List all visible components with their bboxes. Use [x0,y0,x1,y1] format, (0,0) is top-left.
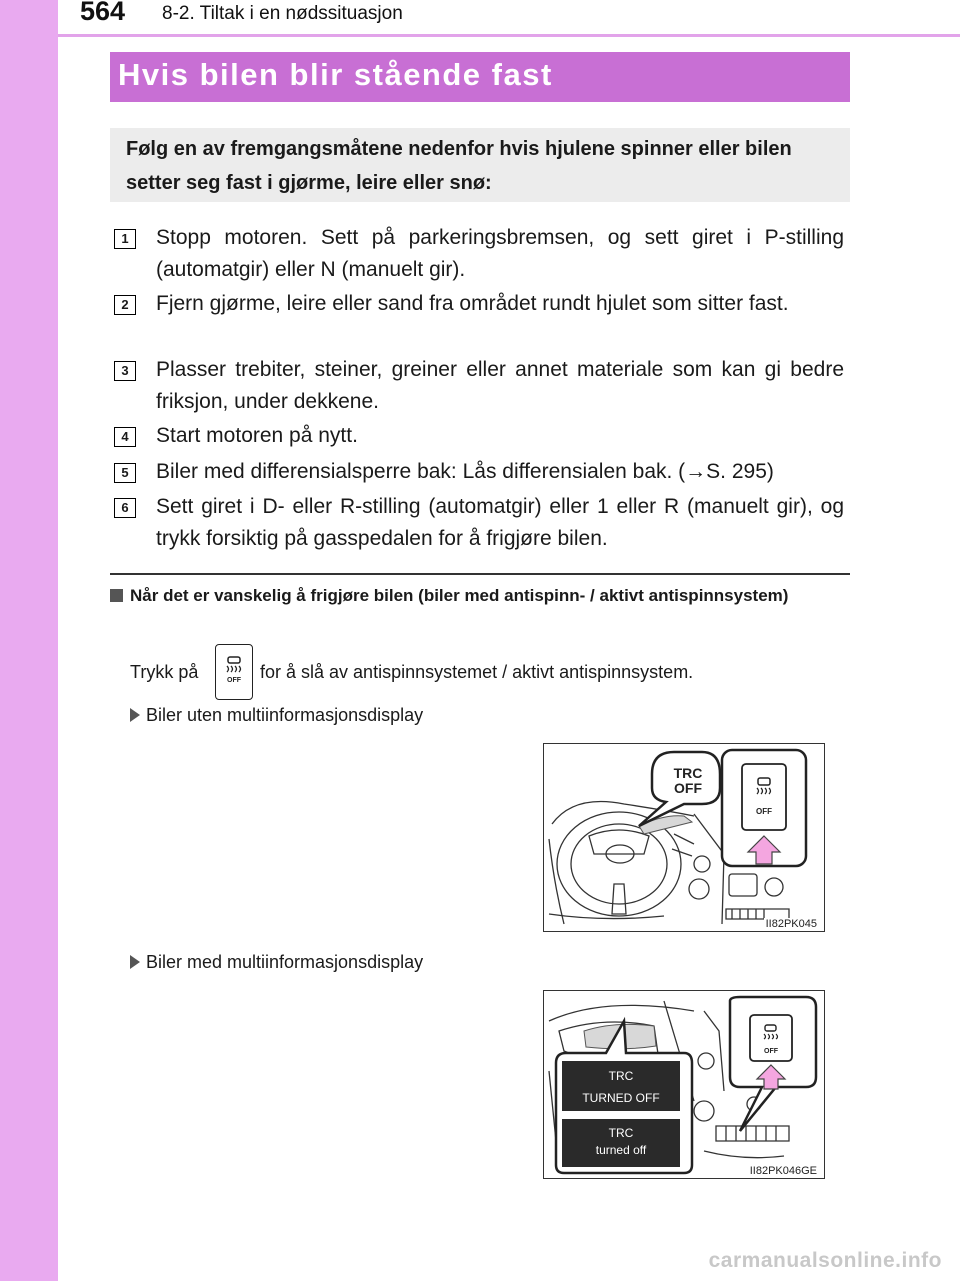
triangle-bullet-icon [130,708,140,722]
display-trc-turned-off-lowercase [562,1125,680,1159]
step-number: 5 [114,463,136,483]
display-line-2: TURNED OFF [582,1091,660,1105]
square-bullet-icon [110,589,123,602]
step-number: 3 [114,361,136,381]
figure-multi-info-display [543,990,825,1179]
section-divider [110,573,850,575]
page-title-bar [110,52,850,102]
press-text-before: Trykk på [130,662,199,682]
margin-tab [0,0,58,1281]
button-off-label: OFF [756,807,772,816]
trc-off-button-icon [215,644,253,700]
step-text: Biler med differensialsperre bak: Lås differensialen bak. (→S. 295) [156,460,774,483]
step-text: Sett giret i D- eller R-stilling (automatgir) eller 1 eller R (manuelt gir), og trykk forsiktig på gasspedalen for å frigjøre bilen. [156,495,844,550]
watermark: carmanualsonline.info [708,1249,942,1272]
callout-trc-off [658,766,718,796]
display-line-1: TRC [608,1126,634,1140]
header-rule [58,34,960,37]
button-off-label: OFF [764,1048,778,1055]
figure-code: II82PK046GE [749,1165,817,1177]
step-number: 1 [114,229,136,249]
figure-dashboard-trc-off [543,743,825,932]
intro-box [110,128,850,202]
list-item-without-display [130,705,423,726]
step-text: Stopp motoren. Sett på parkeringsbremsen, og sett giret i P-stilling (automatgir) eller N (manuelt gir). [156,226,844,281]
button-off-label: OFF [227,677,241,684]
triangle-bullet-icon [130,955,140,969]
section-title: 8-2. Tiltak i en nødssituasjon [162,3,403,24]
display-line-2: turned off [595,1143,647,1157]
callout-line-1: TRC [673,765,703,781]
page-title: Hvis bilen blir stående fast [118,57,553,92]
step-text: Fjern gjørme, leire eller sand fra området rundt hjulet som sitter fast. [156,292,789,315]
note-heading-text: Når det er vanskelig å frigjøre bilen (biler med antispinn- / aktivt antispinnsystem) [130,586,789,605]
list-item-with-display [130,952,423,973]
list-item-label: Biler uten multiinformasjonsdisplay [146,705,424,725]
list-item-label: Biler med multiinformasjonsdisplay [146,952,424,972]
page-number: 564 [80,0,126,26]
step-number: 2 [114,295,136,315]
figure-code: II82PK045 [765,918,817,930]
step-text: Start motoren på nytt. [156,424,358,447]
step-text: Plasser trebiter, steiner, greiner eller annet materiale som kan gi bedre friksjon, under dekkene. [156,358,844,413]
press-text-after: for å slå av antispinnsystemet / aktivt antispinnsystem. [260,662,694,682]
step-number: 6 [114,498,136,518]
step-number: 4 [114,427,136,447]
intro-text: Følg en av fremgangsmåtene nedenfor hvis hjulene spinner eller bilen setter seg fast i gjørme, leire eller snø: [126,138,792,194]
display-trc-turned-off [562,1065,680,1109]
callout-line-2: OFF [674,780,702,796]
press-instruction [130,644,850,704]
display-line-1: TRC [608,1069,634,1083]
